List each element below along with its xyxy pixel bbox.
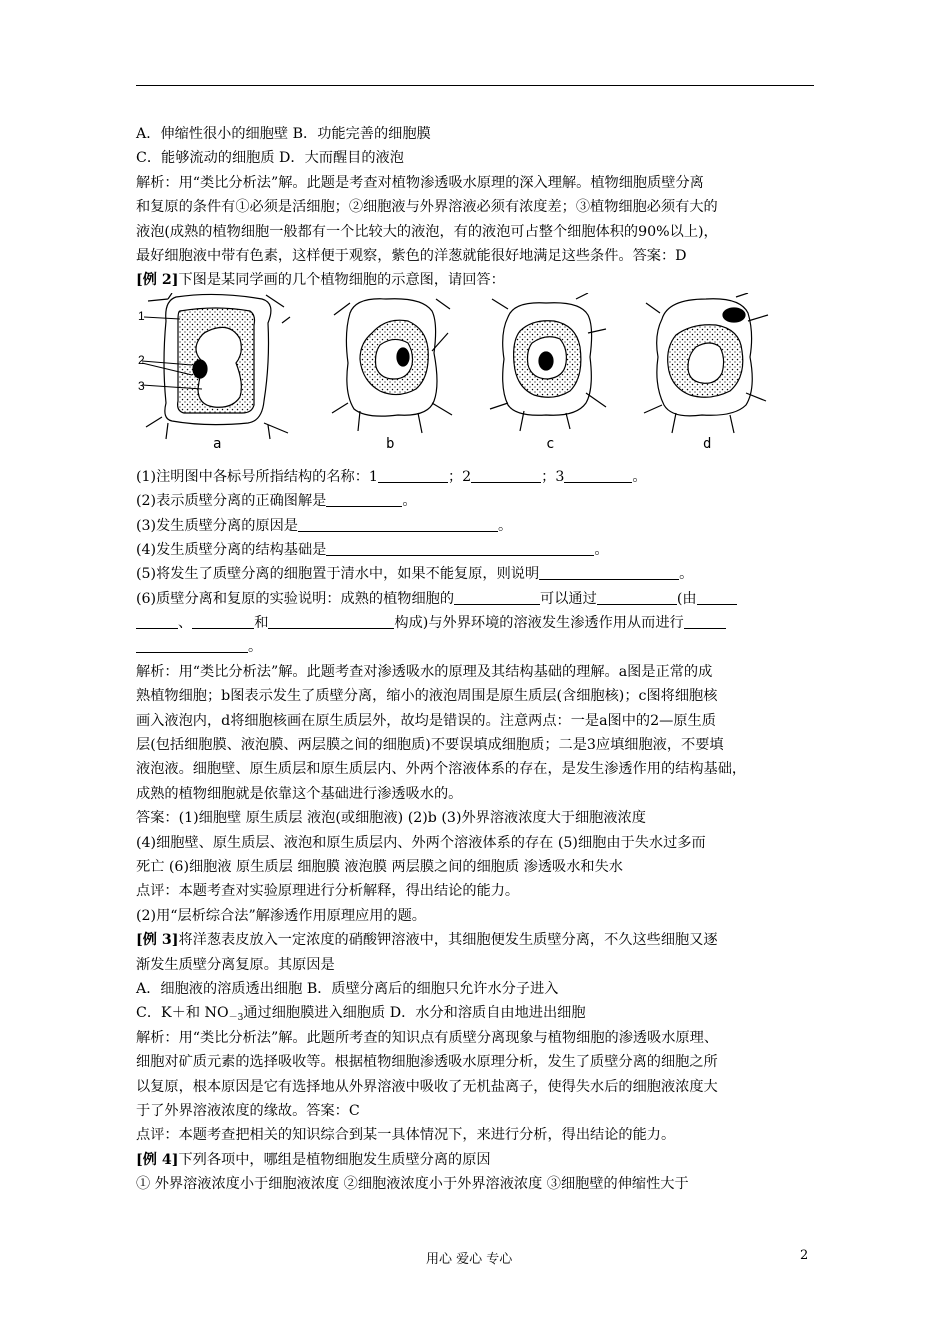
header-rule (136, 85, 814, 86)
answer-blank[interactable] (326, 540, 594, 556)
cell-diagrams (136, 293, 826, 465)
text-line: 和复原的条件有①必须是活细胞；②细胞液与外界溶液必须有浓度差；③植物细胞必须有大的 (136, 199, 718, 216)
text-line: 熟植物细胞；b图表示发生了质壁分离，缩小的液泡周围是原生质层(含细胞核)；c图将细胞核 (136, 688, 718, 705)
answer-blank[interactable] (597, 589, 677, 605)
answer-blank[interactable] (697, 589, 737, 605)
answer-blank[interactable] (326, 491, 402, 507)
text-line: 点评：本题考查对实验原理进行分析解释，得出结论的能力。 (136, 883, 520, 900)
answer-blank[interactable] (268, 613, 394, 629)
caption-a: a (213, 435, 222, 452)
answer-blank[interactable] (684, 613, 726, 629)
text-line: 点评：本题考查把相关的知识综合到某一具体情况下，来进行分析，得出结论的能力。 (136, 1127, 676, 1144)
text-line: 以复原，根本原因是它有选择地从外界溶液中吸收了无机盐离子，使得失水后的细胞液浓度大 (136, 1078, 718, 1095)
question-1: (1)注明图中各标号所指结构的名称：1 ；2 ；3 。 (136, 468, 647, 485)
answer-blank[interactable] (378, 467, 448, 483)
answer-blank[interactable] (471, 467, 541, 483)
text-line: 解析：用“类比分析法”解。此题是考查对植物渗透吸水原理的深入理解。植物细胞质壁分离 (136, 174, 704, 191)
answer-blank[interactable] (454, 589, 540, 605)
example-2-heading: [例 2]下图是某同学画的几个植物细胞的示意图，请回答： (136, 272, 505, 289)
question-6-end: 。 (136, 635, 826, 659)
text-line: 答案：(1)细胞壁 原生质层 液泡(或细胞液) (2)b (3)外界溶液浓度大于细胞液浓度 (136, 810, 646, 827)
cell-figure (136, 293, 826, 465)
callout-1: 1 (138, 308, 145, 323)
text-line: C．能够流动的细胞质 D．大而醒目的液泡 (136, 150, 404, 167)
document-body (136, 122, 826, 1196)
text-line: (2)用“层析综合法”解渗透作用原理应用的题。 (136, 907, 426, 924)
example-4-heading: [例 4]下列各项中，哪组是植物细胞发生质壁分离的原因 (136, 1151, 491, 1168)
text-line: 解析：用“类比分析法”解。此题考查对渗透吸水的原理及其结构基础的理解。a图是正常的成 (136, 663, 713, 680)
text-line: 最好细胞液中带有色素，这样便于观察，紫色的洋葱就能很好地满足这些条件。答案：D (136, 247, 687, 264)
cell-b (332, 298, 452, 432)
cell-d (644, 293, 768, 433)
answer-blank[interactable] (564, 467, 632, 483)
answer-blank[interactable] (136, 637, 248, 653)
callout-2: 2 (138, 352, 145, 367)
answer-blank[interactable] (539, 564, 679, 580)
text-line: 液泡(成熟的植物细胞一般都有一个比较大的液泡，有的液泡可占整个细胞体积的90%以上)， (136, 223, 718, 240)
option-line: C．K＋和 $NO_{-3}$通过细胞膜进入细胞质 D．水分和溶质自由地进出细胞 (136, 1005, 586, 1024)
question-6: (6)质壁分离和复原的实验说明：成熟的植物细胞的 可以通过 (由 (136, 587, 826, 611)
question-5: (5)将发生了质壁分离的细胞置于清水中，如果不能复原，则说明 。 (136, 566, 694, 583)
text-line: 液泡液。细胞壁、原生质层和原生质层内、外两个溶液体系的存在，是发生渗透作用的结构基础， (136, 761, 747, 778)
text-line: 画入液泡内，d将细胞核画在原生质层外，故均是错误的。注意两点：一是a图中的2—原生质 (136, 712, 716, 729)
option-line: A．细胞液的溶质透出细胞 B．质壁分离后的细胞只允许水分子进入 (136, 980, 559, 997)
question-3: (3)发生质壁分离的原因是 。 (136, 517, 513, 534)
example-tag: [例 3] (136, 932, 179, 949)
callout-3: 3 (138, 378, 145, 393)
caption-c: c (546, 435, 555, 452)
example-tag: [例 4] (136, 1151, 179, 1168)
answer-blank[interactable] (192, 613, 254, 629)
text-line: ① 外界溶液浓度小于细胞液浓度 ②细胞液浓度小于外界溶液浓度 ③细胞壁的伸缩性大于 (136, 1176, 689, 1193)
text-line: 层(包括细胞膜、液泡膜、两层膜之间的细胞质)不要误填成细胞质；二是3应填细胞液，不要填 (136, 737, 724, 754)
text-line: 于了外界溶液浓度的缘故。答案：C (136, 1102, 360, 1119)
cell-c (490, 293, 606, 431)
text-line: A．伸缩性很小的细胞壁 B．功能完善的细胞膜 (136, 126, 431, 142)
text-line: 解析：用“类比分析法”解。此题所考查的知识点有质壁分离现象与植物细胞的渗透吸水原理、 (136, 1029, 719, 1046)
question-6-cont: 、 和 构成)与外界环境的溶液发生渗透作用从而进行 (136, 611, 826, 635)
question-4: (4)发生质壁分离的结构基础是 。 (136, 541, 609, 558)
footer-slogan: 用心 爱心 专心 (426, 1252, 513, 1267)
cell-a (142, 293, 290, 439)
caption-b: b (386, 435, 395, 452)
text-line: 细胞对矿质元素的选择吸收等。根据植物细胞渗透吸水原理分析，发生了质壁分离的细胞之所 (136, 1054, 718, 1071)
answer-blank[interactable] (136, 613, 178, 629)
caption-d: d (703, 435, 712, 452)
text-line: 渐发生质壁分离复原。其原因是 (136, 956, 335, 973)
question-2: (2)表示质壁分离的正确图解是 。 (136, 493, 417, 510)
text-line: 死亡 (6)细胞液 原生质层 细胞膜 液泡膜 两层膜之间的细胞质 渗透吸水和失水 (136, 858, 623, 875)
text-line: (4)细胞壁、原生质层、液泡和原生质层内、外两个溶液体系的存在 (5)细胞由于失水过多而 (136, 834, 706, 851)
example-3-heading: [例 3]将洋葱表皮放入一定浓度的硝酸钾溶液中，其细胞便发生质壁分离，不久这些细胞又逐 (136, 932, 718, 949)
page-number: 2 (800, 1248, 809, 1263)
answer-blank[interactable] (298, 516, 498, 532)
example-tag: [例 2] (136, 272, 179, 289)
text-line: 成熟的植物细胞就是依靠这个基础进行渗透吸水的。 (136, 785, 463, 802)
